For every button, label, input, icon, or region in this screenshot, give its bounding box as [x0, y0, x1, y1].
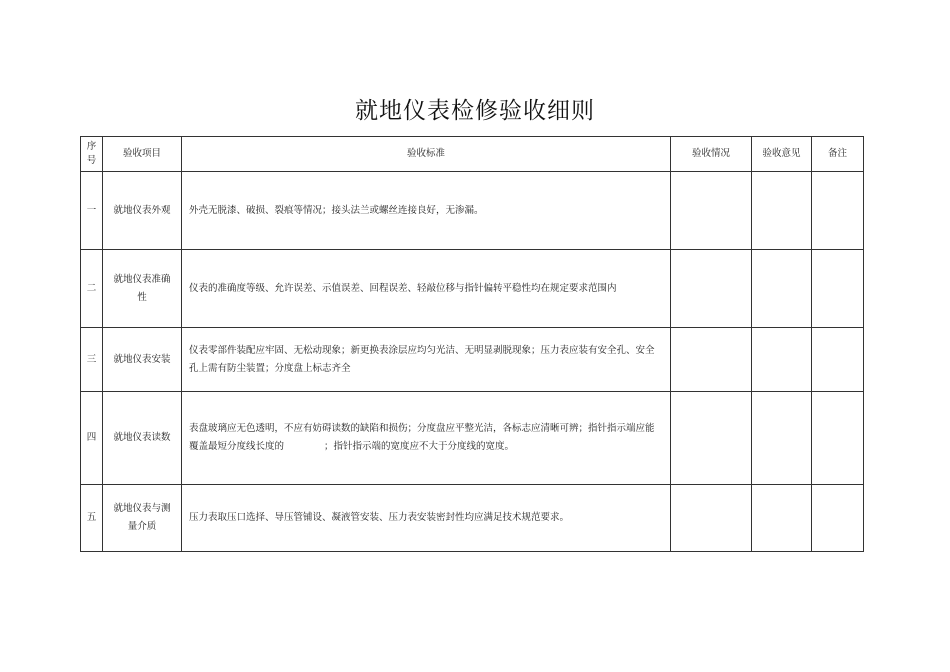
table-row [81, 328, 864, 392]
header-serial-line1: 序 [86, 141, 97, 152]
row-note-cell[interactable] [812, 485, 864, 552]
row-number: 四 [81, 392, 103, 485]
row-number: 一 [81, 172, 103, 250]
row-opinion-cell[interactable] [752, 250, 812, 328]
page-title: 就地仪表检修验收细则 [355, 98, 595, 124]
header-opinion: 验收意见 [752, 137, 812, 172]
row-opinion-cell[interactable] [752, 328, 812, 392]
header-serial-number [81, 137, 103, 172]
row-number: 三 [81, 328, 103, 392]
header-serial-line2: 号 [86, 155, 97, 166]
row-item: 就地仪表与测量介质 [103, 485, 182, 552]
row-number: 二 [81, 250, 103, 328]
acceptance-table [80, 136, 864, 552]
header-item: 验收项目 [103, 137, 182, 172]
row-standard-part-a: 表盘玻璃应无色透明，不应有妨碍读数的缺陷和损伤；分度盘应平整光洁，各标志应清晰可辨；指针指示端应能覆盖最短分度线长度的 [189, 423, 655, 452]
table-row [81, 392, 864, 485]
row-note-cell[interactable] [812, 392, 864, 485]
row-opinion-cell[interactable] [752, 172, 812, 250]
row-standard: 压力表取压口选择、导压管铺设、凝液管安装、压力表安装密封性均应满足技术规范要求。 [182, 485, 671, 552]
row-situation-cell[interactable] [671, 392, 752, 485]
table-row [81, 172, 864, 250]
table-row [81, 250, 864, 328]
row-standard: 仪表的准确度等级、允许误差、示值误差、回程误差、轻敲位移与指针偏转平稳性均在规定要求范围内 [182, 250, 671, 328]
table-header-row [81, 137, 864, 172]
row-standard-part-b: ；指针指示端的宽度应不大于分度线的宽度。 [324, 441, 515, 452]
table-row [81, 485, 864, 552]
row-item: 就地仪表读数 [103, 392, 182, 485]
row-number: 五 [81, 485, 103, 552]
header-situation: 验收情况 [671, 137, 752, 172]
header-note: 备注 [812, 137, 864, 172]
row-situation-cell[interactable] [671, 250, 752, 328]
row-note-cell[interactable] [812, 328, 864, 392]
row-situation-cell[interactable] [671, 485, 752, 552]
header-standard: 验收标准 [182, 137, 671, 172]
row-item: 就地仪表安装 [103, 328, 182, 392]
row-opinion-cell[interactable] [752, 392, 812, 485]
row-opinion-cell[interactable] [752, 485, 812, 552]
row-standard: 仪表零部件装配应牢固、无松动现象；新更换表涂层应均匀光洁、无明显剥脱现象；压力表应装有安全孔、安全孔上需有防尘装置；分度盘上标志齐全 [182, 328, 671, 392]
row-note-cell[interactable] [812, 250, 864, 328]
row-situation-cell[interactable] [671, 328, 752, 392]
row-note-cell[interactable] [812, 172, 864, 250]
row-situation-cell[interactable] [671, 172, 752, 250]
row-standard [182, 392, 671, 485]
row-standard: 外壳无脱漆、破损、裂痕等情况；接头法兰或螺丝连接良好，无渗漏。 [182, 172, 671, 250]
row-item: 就地仪表准确性 [103, 250, 182, 328]
row-item: 就地仪表外观 [103, 172, 182, 250]
